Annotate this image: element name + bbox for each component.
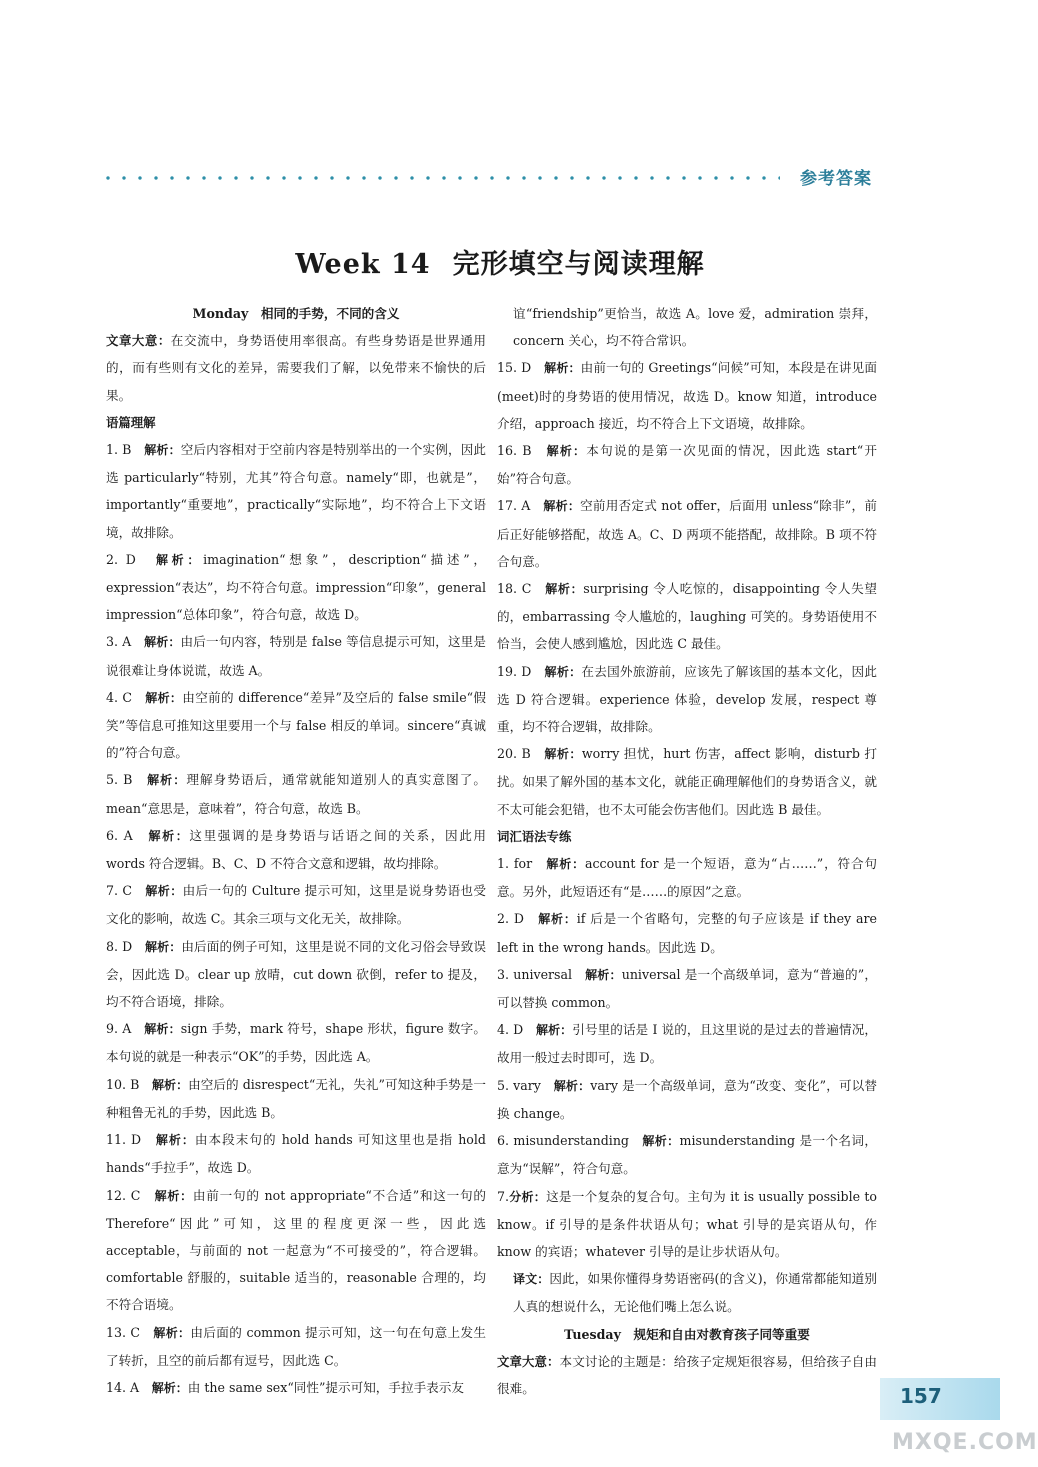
answer-item: 19. D 解析：在去国外旅游前，应该先了解该国的基本文化，因此选 D 符合逻辑。experience 体验，develop 发展，respect 尊重，均不符合逻辑，故排除。: [497, 663, 877, 735]
day-title-tuesday: Tuesday 规矩和自由对教育孩子同等重要: [564, 1326, 810, 1342]
watermark: MXQE.COM: [892, 1430, 1038, 1455]
left-column: [106, 300, 486, 1402]
answer-item: 17. A 解析：空前用否定式 not offer，后面用 unless“除非”，前后正好能够搭配，故选 A。C、D 两项不能搭配，故排除。B 项不符合句意。: [497, 498, 877, 569]
vocab-item: 1. for 解析：account for 是一个短语，意为“占……”，符合句意。另外，此短语还有“是……的原因”之意。: [497, 856, 877, 900]
answer-item: 20. B 解析：worry 担忧，hurt 伤害，affect 影响，disturb 打扰。如果了解外国的基本文化，就能正确理解他们的身势语含义，就不太可能会犯错，也不太可能会伤害他们。因此选 B 最佳。: [497, 746, 877, 817]
answer-item: 8. D 解析：由后面的例子可知，这里是说不同的文化习俗会导致误会，因此选 D。clear up 放晴，cut down 砍倒，refer to 提及，均不符合语境，排除。: [106, 938, 487, 1010]
answer-item: 13. C 解析：由后面的 common 提示可知，这一句在句意上发生了转折，且空的前后都有逗号，因此选 C。: [106, 1324, 487, 1368]
summary-text: 在交流中，身势语使用率很高。有些身势语是世界通用的，而有些则有文化的差异，需要我们了解，以免带来不愉快的后果。: [106, 333, 487, 403]
page-number: 157: [900, 1384, 942, 1408]
answer-item: 5. B 解析：理解身势语后，通常就能知道别人的真实意图了。mean“意思是，意味着”，符合句意，故选 B。: [106, 772, 486, 816]
day-title-monday: Monday 相同的手势，不同的含义: [192, 306, 400, 321]
answer-item: 12. C 解析：由前一句的 not appropriate“不合适”和这一句的 Therefore“因此”可知，这里的程度更深一些，因此选 acceptable，与前面的 not 一起意为“不可接受的”，符合逻辑。comfortable 舒服的，suitable 适当的，reasonable 合理的，均不符合语境。: [106, 1187, 486, 1313]
vocab-item: 3. universal 解析：universal 是一个高级单词，意为“普遍的”，可以替换 common。: [497, 966, 878, 1011]
answer-item: 16. B 解析：本句说的是第一次见面的情况，因此选 start“开始”符合句意。: [497, 443, 877, 487]
vocab-item: 5. vary 解析：vary 是一个高级单词，意为“改变、变化”，可以替换 change。: [497, 1077, 878, 1121]
answer-item: 2. D 解析：imagination“想象”，description“描述”，expression“表达”，均不符合句意。impression“印象”，general impression“总体印象”，符合句意，故选 D。: [106, 551, 486, 623]
summary-monday: [106, 327, 486, 409]
answer-item: 10. B 解析：由空后的 disrespect“无礼，失礼”可知这种手势是一种粗鲁无礼的手势，因此选 B。: [106, 1076, 486, 1120]
vocab-item: 7.分析：这是一个复杂的复合句。主句为 it is usually possible to know。if 引导的是条件状语从句；what 引导的是宾语从句，作 know 的宾语；whatever 引导的是让步状语从句。: [497, 1188, 877, 1259]
answer-item: 11. D 解析：由本段末句的 hold hands 可知这里也是指 hold hands“手拉手”，故选 D。: [106, 1132, 486, 1176]
section-heading-reading: 语篇理解: [106, 414, 156, 430]
answer-item: 15. D 解析：由前一句的 Greetings“问候”可知，本段是在讲见面(meet)时的身势语的使用情况，故选 D。know 知道，introduce 介绍，approach 接近，均不符合上下文语境，故排除。: [497, 360, 878, 431]
section-label: 参考答案: [800, 169, 872, 189]
dotted-rule: [100, 176, 780, 180]
answer-item: 3. A 解析：由后一句内容，特别是 false 等信息提示可知，这里是说很难让身体说谎，故选 A。: [106, 634, 486, 678]
title-week: Week 14: [295, 249, 431, 280]
right-column: [497, 300, 877, 1402]
answer-item: 4. C 解析：由空前的 difference“差异”及空后的 false smile“假笑”等信息可推知这里要用一个与 false 相反的单词。sincere“真诚的”符合句意。: [106, 689, 487, 761]
vocab-item: 6. misunderstanding 解析：misunderstanding 是一个名词，意为“误解”，符合句意。: [497, 1133, 877, 1177]
translation: 译文：因此，如果你懂得身势语密码(的含义)，你通常都能知道别人真的想说什么，无论他们嘴上怎么说。: [513, 1271, 877, 1315]
summary-tuesday: 文章大意：本文讨论的主题是：给孩子定规矩很容易，但给孩子自由很难。: [497, 1353, 878, 1396]
section-heading-vocab: 词汇语法专练: [497, 828, 572, 844]
summary-label: 文章大意：: [106, 333, 171, 349]
vocab-item: 2. D 解析：if 后是一个省略句，完整的句子应该是 if they are left in the wrong hands。因此选 D。: [497, 911, 877, 955]
answer-item: 6. A 解析：这里强调的是身势语与话语之间的关系，因此用 words 符合逻辑。B、C、D 不符合文意和逻辑，故均排除。: [106, 827, 486, 872]
answer-continuation: 谊“friendship”更恰当，故选 A。love 爱，admiration 崇拜，concern 关心，均不符合常识。: [513, 306, 877, 349]
page-header: [100, 160, 890, 196]
page-title: [0, 242, 1000, 281]
vocab-item: 4. D 解析：引号里的话是 I 说的，且这里说的是过去的普遍情况，故用一般过去时即可，选 D。: [497, 1022, 878, 1066]
answer-item: 7. C 解析：由后一句的 Culture 提示可知，这里是说身势语也受文化的影响，故选 C。其余三项与文化无关，故排除。: [106, 883, 486, 927]
answer-item: 9. A 解析：sign 手势，mark 符号，shape 形状，figure 数字。本句说的就是一种表示“OK”的手势，因此选 A。: [106, 1021, 486, 1065]
answer-item: 18. C 解析：surprising 令人吃惊的，disappointing 令人失望的，embarrassing 令人尴尬的，laughing 可笑的。身势语使用不恰当，会使人感到尴尬，因此选 C 最佳。: [497, 581, 877, 652]
answer-item: 1. B 解析：空后内容相对于空前内容是特别举出的一个实例，因此选 particularly“特别，尤其”符合句意。namely“即，也就是”，importantly“重要地”，practically“实际地”，均不符合上下文语境，故排除。: [106, 442, 487, 540]
answer-item: 14. A 解析：由 the same sex“同性”提示可知，手拉手表示友: [106, 1379, 464, 1395]
title-topic: 完形填空与阅读理解: [452, 249, 705, 280]
